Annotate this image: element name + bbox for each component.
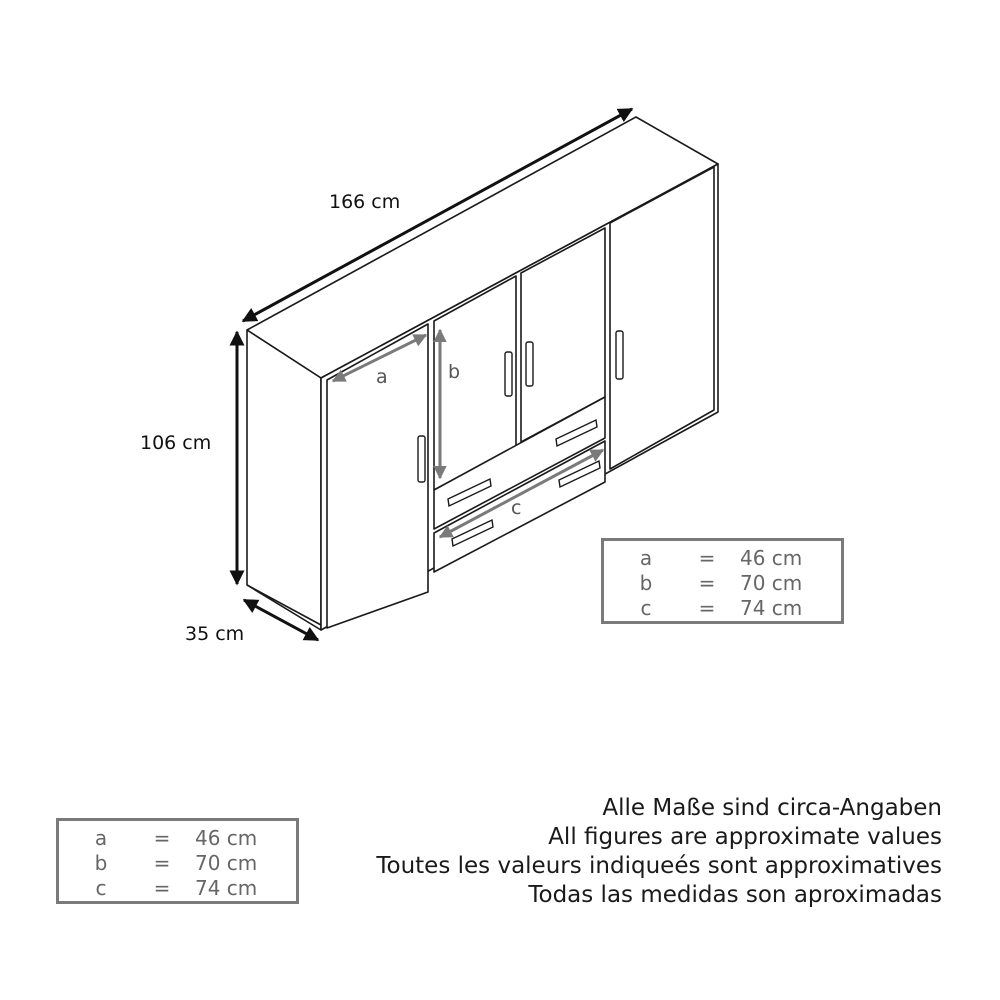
note-spanish: Todas las medidas son aproximadas — [528, 882, 942, 908]
legend-box-top — [601, 538, 844, 624]
legend-equals: = — [153, 826, 171, 850]
handle-door-center-right — [526, 342, 533, 386]
legend-value: 46 cm — [740, 546, 803, 570]
cabinet-left-side — [247, 330, 321, 630]
inner-label-c: c — [511, 497, 522, 519]
legend-key: c — [640, 596, 652, 620]
approximation-notes — [376, 794, 942, 910]
note-english: All figures are approximate values — [548, 824, 942, 850]
legend-value: 46 cm — [195, 826, 258, 850]
legend-key: b — [639, 571, 653, 595]
legend-row — [59, 826, 296, 851]
handle-door-right — [616, 331, 623, 379]
legend-row — [59, 876, 296, 901]
handle-door-center-left — [505, 352, 512, 396]
legend-row — [604, 596, 841, 621]
legend-value: 74 cm — [195, 876, 258, 900]
legend-key: a — [639, 546, 653, 570]
legend-equals: = — [698, 571, 716, 595]
legend-row — [604, 571, 841, 596]
legend-equals: = — [698, 596, 716, 620]
legend-key: a — [94, 826, 108, 850]
legend-equals: = — [153, 851, 171, 875]
depth-label: 35 cm — [185, 623, 245, 645]
legend-box-bottom — [56, 818, 299, 904]
legend-value: 74 cm — [740, 596, 803, 620]
legend-row — [59, 851, 296, 876]
legend-key: c — [95, 876, 107, 900]
inner-label-b: b — [448, 361, 461, 383]
legend-value: 70 cm — [195, 851, 258, 875]
legend-equals: = — [153, 876, 171, 900]
legend-equals: = — [698, 546, 716, 570]
handle-door-left — [418, 436, 425, 482]
inner-label-a: a — [376, 366, 388, 388]
note-german: Alle Maße sind circa-Angaben — [602, 795, 942, 821]
legend-value: 70 cm — [740, 571, 803, 595]
legend-key: b — [94, 851, 108, 875]
width-label: 166 cm — [329, 191, 401, 213]
note-french: Toutes les valeurs indiqueés sont approximatives — [376, 853, 942, 879]
height-label: 106 cm — [140, 432, 212, 454]
legend-row — [604, 546, 841, 571]
